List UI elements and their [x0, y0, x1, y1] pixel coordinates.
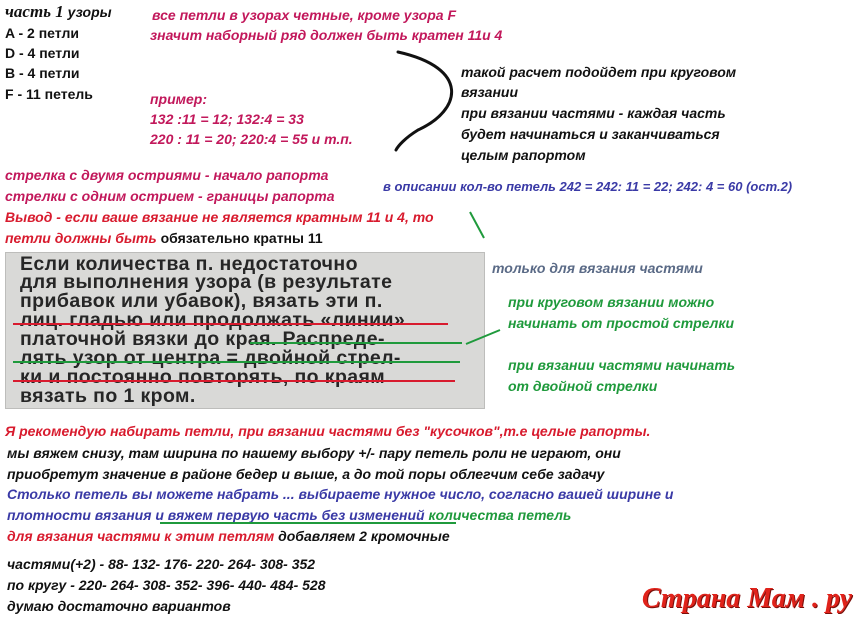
conclusion-line-1: Вывод - если ваше вязание не является кратным 11 и 4, то — [5, 209, 434, 225]
scan-line-4: лиц. гладью или продолжать «линии» — [20, 309, 406, 331]
recommend-line: Я рекомендую набирать петли, при вязании частями без "кусочков",т.е целые рапорты. — [5, 423, 651, 439]
calc-note-2: вязании — [461, 84, 519, 100]
scan-line-7: ки и постоянно повторять, по краям — [20, 366, 386, 388]
scan-line-3: прибавок или убавок), вязать эти п. — [20, 290, 383, 312]
only-parts-label: только для вязания частями — [492, 260, 703, 276]
pattern-d: D - 4 петли — [5, 45, 80, 61]
arrow-one-note: стрелки с одним острием - границы рапорта — [5, 188, 335, 204]
edge-black-part: добавляем 2 кромочные — [278, 528, 450, 544]
part-number: часть 1 — [5, 2, 64, 21]
scan-line-6: лять узор от центра = двойной стрел- — [20, 347, 401, 369]
edge-red-part: для вязания частями к этим петлям — [7, 528, 275, 544]
pattern-a: A - 2 петли — [5, 25, 79, 41]
circular-note-1: при круговом вязании можно — [508, 294, 715, 310]
calc-note-1: такой расчет подойдет при круговом — [461, 64, 737, 80]
description-count: в описании кол-во петель 242 = 242: 11 = 22; 242: 4 = 60 (ост.2) — [383, 179, 793, 194]
arrow-two-note: стрелка с двумя остриями - начало рапорта — [5, 167, 329, 183]
strana-mam-logo: Страна Мам . ру — [641, 583, 852, 614]
part-word: узоры — [67, 4, 112, 20]
enough-variants: думаю достаточно вариантов — [7, 598, 231, 614]
cast-on-rule: значит наборный ряд должен быть кратен 11и 4 — [150, 27, 503, 43]
circular-note-2: начинать от простой стрелки — [508, 315, 735, 331]
example-line-2: 220 : 11 = 20; 220:4 = 55 и т.п. — [150, 131, 353, 147]
example-line-1: 132 :11 = 12; 132:4 = 33 — [150, 111, 304, 127]
conclusion-black-part: обязательно кратны 11 — [160, 230, 323, 246]
scan-line-8: вязать по 1 кром. — [20, 385, 196, 407]
pattern-b: B - 4 петли — [5, 65, 80, 81]
calc-note-3: при вязании частями - каждая часть — [461, 105, 726, 121]
parts-note-2: от двойной стрелки — [508, 378, 658, 394]
scan-line-5: платочной вязки до края. Распреде- — [20, 328, 385, 350]
curly-brace-stroke — [396, 52, 452, 150]
tick-stroke — [470, 212, 484, 238]
pointer-line — [466, 330, 500, 344]
choose-line-1: Столько петель вы можете набрать ... выбираете нужное число, согласно вашей ширине и — [7, 486, 674, 502]
bottom-line-2: приобретут значение в районе бедер и выше, а до той поры облегчим себе задачу — [7, 466, 605, 482]
scan-line-2: для выполнения узора (в результате — [20, 271, 393, 293]
round-counts: по кругу - 220- 264- 308- 352- 396- 440- 484- 528 — [7, 577, 326, 593]
pattern-f: F - 11 петель — [5, 86, 93, 102]
conclusion-red-part: петли должны быть — [5, 230, 157, 246]
calc-note-4: будет начинаться и заканчиваться — [461, 126, 720, 142]
parts-counts: частями(+2) - 88- 132- 176- 220- 264- 308- 352 — [7, 556, 316, 572]
parts-note-1: при вязании частями начинать — [508, 357, 736, 373]
even-loops-note: все петли в узорах четные, кроме узора F — [152, 7, 457, 23]
choose-line-2-navy: плотности вязания и вяжем первую часть без изменений — [7, 507, 425, 523]
bottom-line-1: мы вяжем снизу, там ширина по нашему выбору +/- пару петель роли не играют, они — [7, 445, 621, 461]
choose-line-2-green: количества петель — [428, 507, 572, 523]
calc-note-5: целым рапортом — [461, 147, 586, 163]
scan-line-1: Если количества п. недостаточно — [20, 253, 358, 275]
example-label: пример: — [150, 91, 208, 107]
